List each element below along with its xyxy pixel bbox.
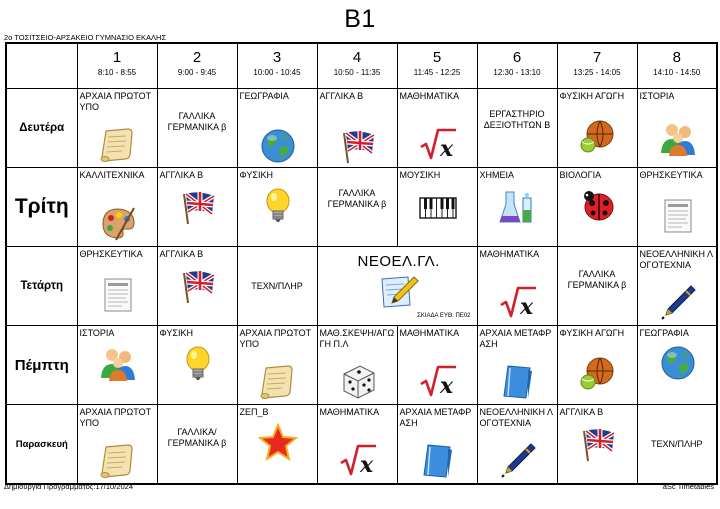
period-time: 8:10 - 8:55 [97,68,137,77]
lesson-cell [157,247,237,326]
period-number: 1 [112,49,122,66]
lesson-name: ΑΡΧΑΙΑ ΠΡΩΤΟΤΥΠΟ [79,91,152,112]
uk-flag-icon [178,188,218,226]
document-icon [98,275,138,313]
lesson-name: ΑΡΧΑΙΑ ΜΕΤΑΦΡΑΣΗ [479,328,552,349]
square-root-icon [418,362,458,400]
lesson-name: ΦΥΣΙΚΗ ΑΓΩΓΗ [559,328,625,338]
lesson-name: ΝΕΟΕΛΛΗΝΙΚΗ ΛΟΓΟΤΕΧΝΙΑ [639,249,714,270]
lesson-cell [397,405,477,485]
lesson-name: ΑΓΓΛΙΚΑ Β [159,170,204,180]
lesson-name: ΦΥΣΙΚΗ [239,170,273,180]
lesson-cell [477,326,557,405]
lesson-cell [77,326,157,405]
scroll-icon [98,441,138,479]
lesson-name: ΙΣΤΟΡΙΑ [79,328,115,338]
lesson-cell [157,89,237,168]
period-number: 8 [672,49,681,66]
room-teacher: ΣΚΙΑΔΑ ΕΥΘ. ΠΕ02 [417,313,471,319]
lesson-cell [157,168,237,247]
scroll-icon [98,125,138,163]
lesson-name: ΑΡΧΑΙΑ ΠΡΩΤΟΤΥΠΟ [79,407,152,428]
people-icon [98,344,138,382]
lesson-cell [557,247,637,326]
period-time: 11:45 - 12:25 [413,68,461,77]
lesson-name: ΑΓΓΛΙΚΑ Β [159,249,204,259]
day-row-tuesday [6,168,717,247]
period-number: 7 [592,49,602,66]
timetable [5,42,718,485]
lesson-cell [77,89,157,168]
day-label: Πέμπτη [6,326,77,405]
day-label: Δευτέρα [6,89,77,168]
created-date: Δημιουργία Προγράμματος:17/10/2024 [4,482,133,491]
school-name: 2ο ΤΟΣΙΤΣΕΙΟ-ΑΡΣΑΚΕΙΟ ΓΥΜΝΑΣΙΟ ΕΚΑΛΗΣ [4,33,167,42]
lesson-name: ΝΕΟΕΛ.ΓΛ. [357,253,440,270]
period-header-row [6,43,717,89]
lesson-name: ΤΕΧΝ/ΠΛΗΡ [650,439,703,449]
lesson-name: ΓΕΩΓΡΑΦΙΑ [239,91,289,101]
notebook-icon [418,441,458,479]
period-time: 13:25 - 14:05 [573,68,621,77]
lesson-cell [77,405,157,485]
lightbulb-icon [178,344,218,382]
lesson-cell [317,326,397,405]
period-time: 12:30 - 13:10 [493,68,541,77]
lesson-cell [557,405,637,485]
lesson-name: ΜΑΘΗΜΑΤΙΚΑ [399,91,460,101]
period-header [77,43,157,89]
lesson-cell [317,405,397,485]
day-label: Τρίτη [6,168,77,247]
lesson-name: ΜΑΘΗΜΑΤΙΚΑ [479,249,540,259]
square-root-icon [338,441,378,479]
lesson-cell [317,89,397,168]
lesson-cell [237,89,317,168]
lightbulb-icon [258,186,298,224]
lesson-cell [637,168,717,247]
lesson-name: ΜΑΘΗΜΑΤΙΚΑ [399,328,460,338]
lesson-name: ΓΑΛΛΙΚΑ ΓΕΡΜΑΝΙΚΑ β [167,111,227,132]
lesson-cell [637,405,717,485]
lesson-name: ΑΡΧΑΙΑ ΠΡΩΤΟΤΥΠΟ [239,328,312,349]
lesson-cell [317,168,397,247]
lesson-name: ΖΕΠ_Β [239,407,269,417]
lesson-cell [477,405,557,485]
lesson-name: ΤΕΧΝ/ΠΛΗΡ [251,281,303,291]
lesson-cell [77,168,157,247]
day-label: Τετάρτη [6,247,77,326]
period-header [397,43,477,89]
palette-icon [98,204,138,242]
lesson-name: ΑΓΓΛΙΚΑ Β [319,91,364,101]
software-brand: aSc Timetables [662,482,714,491]
period-time: 10:00 - 10:45 [253,68,301,77]
period-header [557,43,637,89]
lesson-name: ΕΡΓΑΣΤΗΡΙΟ ΔΕΞΙΟΤΗΤΩΝ Β [483,109,551,130]
lesson-cell [477,89,557,168]
lesson-name: ΘΡΗΣΚΕΥΤΙΚΑ [639,170,703,180]
lesson-name: ΒΙΟΛΟΓΙΑ [559,170,602,180]
writing-icon [376,271,420,311]
period-number: 6 [512,49,522,66]
scroll-icon [258,362,298,400]
sports-ball-icon [578,354,618,392]
lesson-cell [397,326,477,405]
lesson-name: ΜΟΥΣΙΚΗ [399,170,441,180]
lesson-name: ΓΑΛΛΙΚΑ/ ΓΕΡΜΑΝΙΚΑ β [167,427,227,448]
period-time: 9:00 - 9:45 [177,68,217,77]
lesson-cell [557,89,637,168]
lesson-cell [237,405,317,485]
uk-flag-icon [578,425,618,463]
day-label: Παρασκευή [6,405,77,485]
lesson-cell [237,247,317,326]
period-time: 10:50 - 11:35 [333,68,381,77]
day-row-monday [6,89,717,168]
ladybug-icon [578,186,618,224]
lesson-name: ΜΑΘ.ΣΚΕΨΗ/ΑΓΩΓΗ Π.Λ [319,328,395,349]
notebook-icon [498,362,538,400]
day-row-wednesday [6,247,717,326]
period-header [237,43,317,89]
fountain-pen-icon [498,441,538,479]
lesson-name: ΑΓΓΛΙΚΑ Β [559,407,604,417]
chemistry-flask-icon [498,188,538,226]
people-icon [658,119,698,157]
lesson-name: ΦΥΣΙΚΗ ΑΓΩΓΗ [559,91,625,101]
lesson-name: ΓΑΛΛΙΚΑ ΓΕΡΜΑΝΙΚΑ β [327,188,387,209]
uk-flag-icon [178,267,218,305]
square-root-icon [498,283,538,321]
lesson-cell [637,247,717,326]
piano-keyboard-icon [418,188,458,226]
period-header [157,43,237,89]
star-icon [258,423,298,461]
lesson-cell [397,168,477,247]
period-header [637,43,717,89]
period-number: 4 [352,49,362,66]
lesson-cell [397,89,477,168]
period-time: 14:10 - 14:50 [653,68,701,77]
lesson-cell [237,168,317,247]
lesson-cell [477,247,557,326]
lesson-cell [637,89,717,168]
lesson-name: ΓΕΩΓΡΑΦΙΑ [639,328,689,338]
period-number: 3 [272,49,282,66]
lesson-name: ΝΕΟΕΛΛΗΝΙΚΗ ΛΟΓΟΤΕΧΝΙΑ [479,407,554,428]
period-number: 5 [432,49,442,66]
lesson-name: ΦΥΣΙΚΗ [159,328,193,338]
globe-icon [258,127,298,165]
fountain-pen-icon [658,283,698,321]
dice-icon [338,362,378,400]
lesson-name: ΘΡΗΣΚΕΥΤΙΚΑ [79,249,143,259]
square-root-icon [418,125,458,163]
lesson-cell [637,326,717,405]
lesson-cell [157,405,237,485]
period-header [477,43,557,89]
lesson-cell-double [317,247,477,326]
day-row-thursday [6,326,717,405]
lesson-name: ΙΣΤΟΡΙΑ [639,91,675,101]
lesson-cell [77,247,157,326]
period-number: 2 [192,49,202,66]
document-icon [658,196,698,234]
globe-icon [658,344,698,382]
lesson-name: ΓΑΛΛΙΚΑ ΓΕΡΜΑΝΙΚΑ β [567,269,627,290]
period-header [317,43,397,89]
day-row-friday [6,405,717,485]
lesson-cell [237,326,317,405]
lesson-cell [157,326,237,405]
lesson-name: ΧΗΜΕΙΑ [479,170,515,180]
lesson-name: ΜΑΘΗΜΑΤΙΚΑ [319,407,380,417]
lesson-name: ΚΑΛΛΙΤΕΧΝΙΚΑ [79,170,145,180]
lesson-cell [477,168,557,247]
corner-cell [6,43,77,89]
lesson-name: ΑΡΧΑΙΑ ΜΕΤΑΦΡΑΣΗ [399,407,472,428]
lesson-cell [557,326,637,405]
class-title: B1 [344,5,376,33]
lesson-cell [557,168,637,247]
uk-flag-icon [338,127,378,165]
sports-ball-icon [578,117,618,155]
